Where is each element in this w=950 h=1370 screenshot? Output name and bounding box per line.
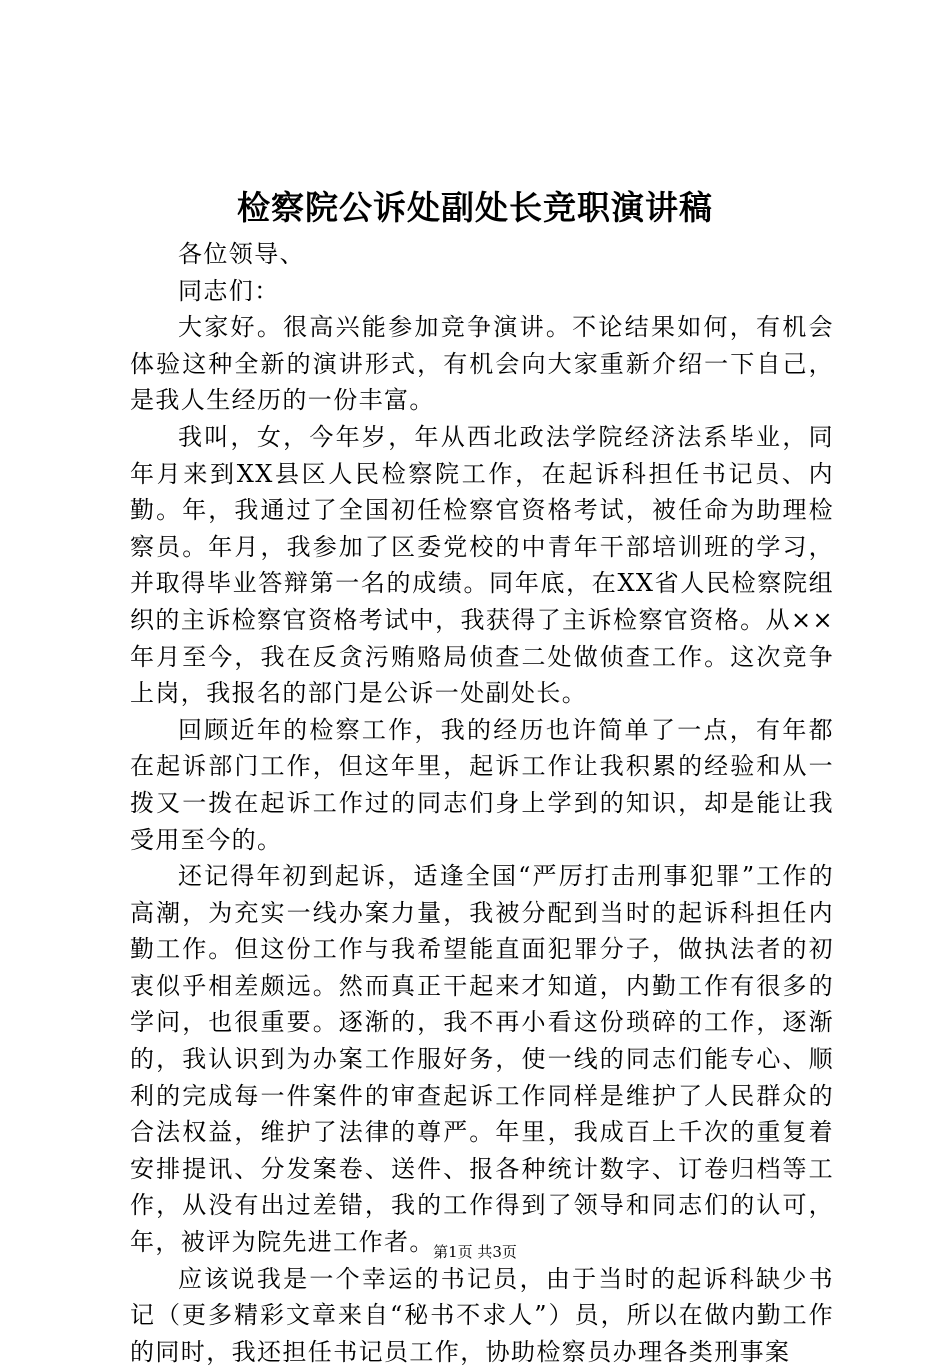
- paragraph-early-career: 还记得年初到起诉，适逢全国“严厉打击刑事犯罪”工作的高潮，为充实一线办案力量，我被分配到当时的起诉科担任内勤工作。但这份工作与我希望能直面犯罪分子，做执法者的初衷似乎相差颇远。然而真正干起来才知道，内勤工作有很多的学问，也很重要。逐渐的，我不再小看这份琐碎的工作，逐渐的，我认识到为办案工作服好务，使一线的同志们能专心、顺利的完成每一件案件的审查起诉工作同样是维护了人民群众的合法权益，维护了法律的尊严。年里，我成百上千次的重复着安排提讯、分发案卷、送件、报各种统计数字、订卷归档等工作，从没有出过差错，我的工作得到了领导和同志们的认可，年，被评为院先进工作者。: [130, 862, 834, 1257]
- paragraph-review: 回顾近年的检察工作，我的经历也许简单了一点，有年都在起诉部门工作，但这年里，起诉工作让我积累的经验和从一拨又一拨在起诉工作过的同志们身上学到的知识，却是能让我受用至今的。: [130, 715, 834, 854]
- document-body: [130, 236, 834, 1370]
- document-title: 检察院公诉处副处长竞职演讲稿: [237, 188, 713, 227]
- paragraph-introduction: 我叫，女，今年岁，年从西北政法学院经济法系毕业，同年月来到XX县区人民检察院工作，在起诉科担任书记员、内勤。年，我通过了全国初任检察官资格考试，被任命为助理检察员。年月，我参加了区委党校的中青年干部培训班的学习，并取得毕业答辩第一名的成绩。同年底，在XX省人民检察院组织的主诉检察官资格考试中，我获得了主诉检察官资格。从××年月至今，我在反贪污贿赂局侦查二处做侦查工作。这次竞争上岗，我报名的部门是公诉一处副处长。: [130, 422, 834, 708]
- salutation-line-1: 各位领导、: [178, 240, 305, 268]
- salutation-line-2: 同志们：: [178, 276, 280, 305]
- paragraph-clerk-work: 应该说我是一个幸运的书记员，由于当时的起诉科缺少书记（更多精彩文章来自“秘书不求人”）员，所以在做内勤工作的同时，我还担任书记员工作，协助检察员办理各类刑事案: [130, 1264, 834, 1366]
- paragraph-greeting: 大家好。很高兴能参加竞争演讲。不论结果如何，有机会体验这种全新的演讲形式，有机会向大家重新介绍一下自己，是我人生经历的一份丰富。: [130, 313, 834, 415]
- page-indicator: 第1页 共3页: [433, 1243, 517, 1261]
